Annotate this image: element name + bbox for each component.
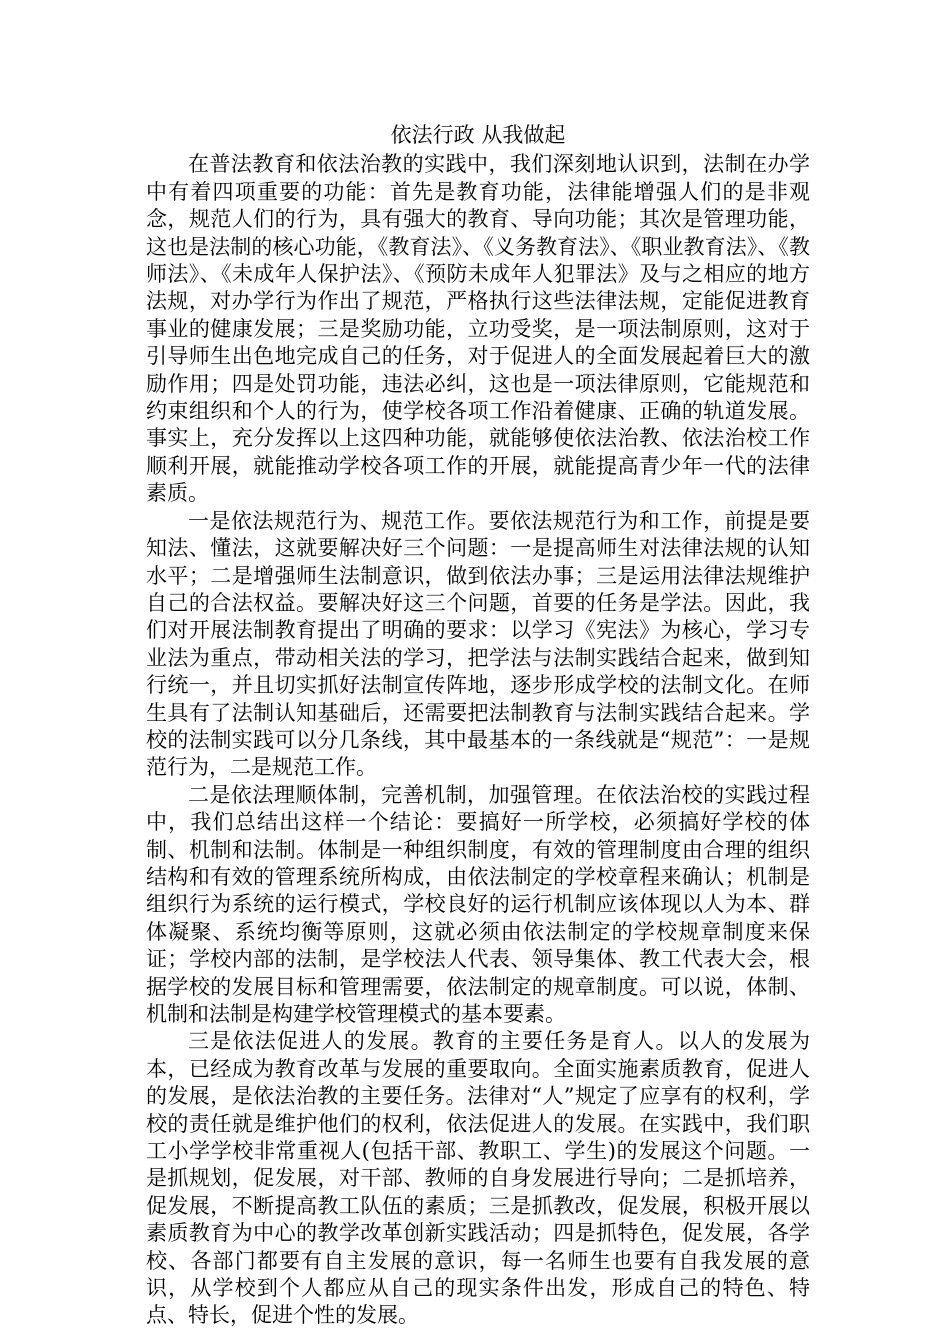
document-page [146,122,810,1330]
paragraph-intro: 在普法教育和依法治教的实践中，我们深刻地认识到，法制在办学中有着四项重要的功能：首先是教育功能，法律能增强人们的是非观念，规范人们的行为，具有强大的教育、导向功能；其次是管理功能，这也是法制的核心功能，《教育法》、《义务教育法》、《职业教育法》、《教师法》、《未成年人保护法》、《预防未成年人犯罪法》及与之相应的地方法规，对办学行为作出了规范，严格执行这些法律法规，定能促进教育事业的健康发展；三是奖励功能，立功受奖，是一项法制原则，这对于引导师生出色地完成自己的任务，对于促进人的全面发展起着巨大的激励作用；四是处罚功能，违法必纠，这也是一项法律原则，它能规范和约束组织和个人的行为，使学校各项工作沿着健康、正确的轨道发展。事实上，充分发挥以上这四种功能，就能够使依法治教、依法治校工作顺利开展，就能推动学校各项工作的开展，就能提高青少年一代的法律素质。 [146,152,810,506]
paragraph-human-development: 三是依法促进人的发展。教育的主要任务是育人。以人的发展为本，已经成为教育改革与发展的重要取向。全面实施素质教育，促进人的发展，是依法治教的主要任务。法律对“人”规定了应享有的权利，学校的责任就是维护他们的权利，依法促进人的发展。在实践中，我们职工小学学校非常重视人(包括干部、教职工、学生)的发展这个问题。一是抓规划，促发展，对干部、教师的自身发展进行导向；二是抓培养，促发展，不断提高教工队伍的素质；三是抓教改，促发展，积极开展以素质教育为中心的教学改革创新实践活动；四是抓特色，促发展，各学校、各部门都要有自主发展的意识，每一名师生也要有自我发展的意识，从学校到个人都应从自己的现实条件出发，形成自己的特色、特点、特长，促进个性的发展。 [146,1029,810,1328]
paragraph-regulate-behavior: 一是依法规范行为、规范工作。要依法规范行为和工作，前提是要知法、懂法，这就要解决好三个问题：一是提高师生对法律法规的认知水平；二是增强师生法制意识，做到依法办事；三是运用法律法规维护自己的合法权益。要解决好这三个问题，首要的任务是学法。因此，我们对开展法制教育提出了明确的要求：以学习《宪法》为核心，学习专业法为重点，带动相关法的学习，把学法与法制实践结合起来，做到知行统一，并且切实抓好法制宣传阵地，逐步形成学校的法制文化。在师生具有了法制认知基础后，还需要把法制教育与法制实践结合起来。学校的法制实践可以分几条线，其中最基本的一条线就是“规范”：一是规范行为，二是规范工作。 [146,508,810,780]
paragraph-system-mechanism: 二是依法理顺体制，完善机制，加强管理。在依法治校的实践过程中，我们总结出这样一个结论：要搞好一所学校，必须搞好学校的体制、机制和法制。体制是一种组织制度，有效的管理制度由合理的组织结构和有效的管理系统所构成，由依法制定的学校章程来确认；机制是组织行为系统的运行模式，学校良好的运行机制应该体现以人为本、群体凝聚、系统均衡等原则，这就必须由依法制定的学校规章制度来保证；学校内部的法制，是学校法人代表、领导集体、教工代表大会，根据学校的发展目标和管理需要，依法制定的规章制度。可以说，体制、机制和法制是构建学校管理模式的基本要素。 [146,782,810,1026]
document-title: 依法行政 从我做起 [390,123,566,147]
